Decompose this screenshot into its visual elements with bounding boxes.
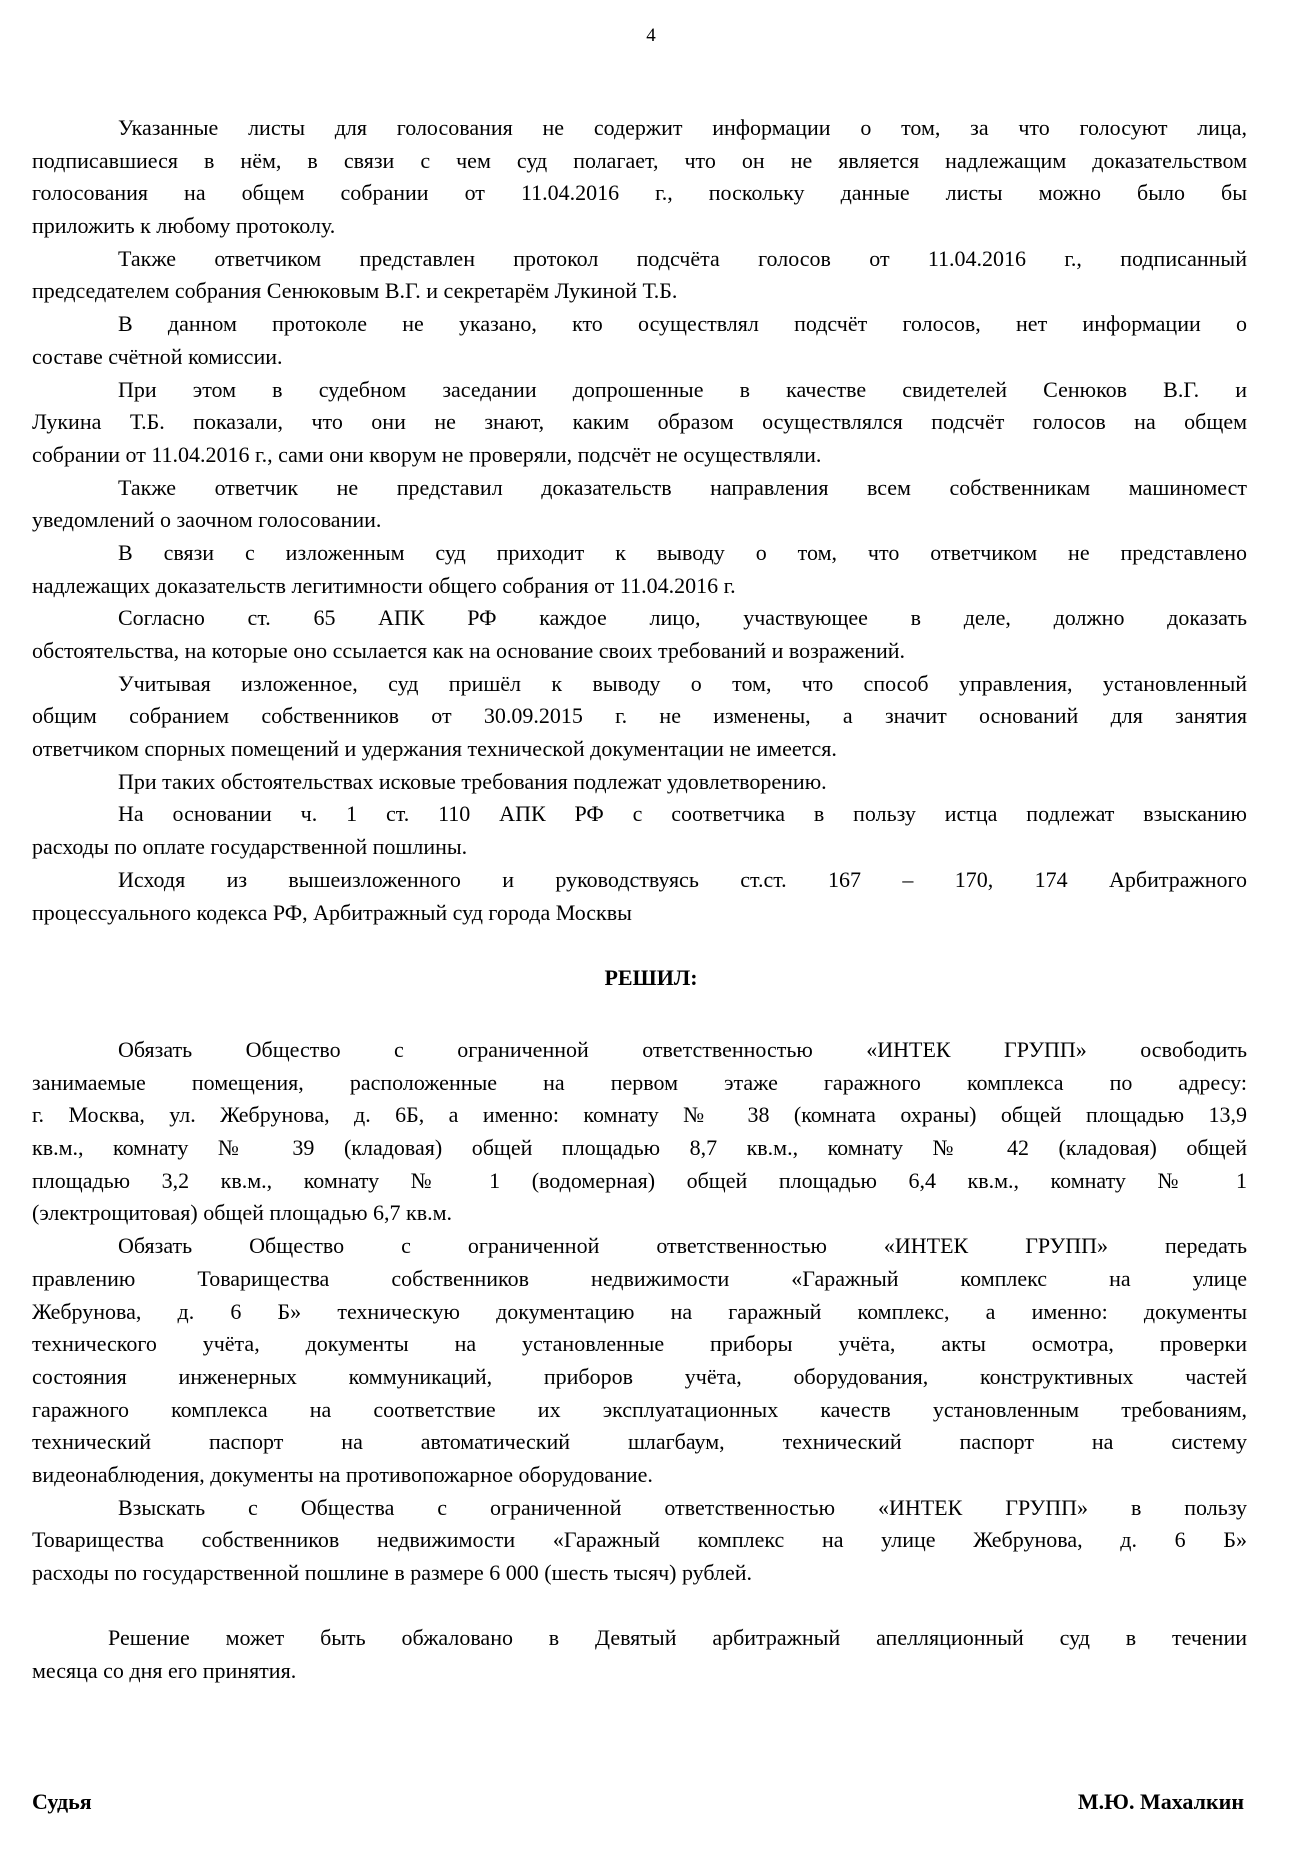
paragraph: [32, 472, 1247, 537]
text-line: В данном протоколе не указано, кто осуществлял подсчёт голосов, нет информации о: [118, 311, 1247, 337]
paragraph: [32, 1622, 1247, 1687]
paragraph: [32, 243, 1247, 308]
text-line: В связи с изложенным суд приходит к выводу о том, что ответчиком не представлено: [118, 539, 1247, 565]
text-line: Товарищества собственников недвижимости «Гаражный комплекс на улице Жебрунова, д. 6 Б»: [32, 1527, 1247, 1553]
text-line: г. Москва, ул. Жебрунова, д. 6Б, а именно: комнату № 38 (комната охраны) общей площадью 13,9: [32, 1102, 1247, 1128]
text-line: Исходя из вышеизложенного и руководствуясь ст.ст. 167 – 170, 174 Арбитражного: [118, 866, 1247, 892]
signature-block: [32, 1786, 1244, 1818]
text-line: Учитывая изложенное, суд пришёл к выводу о том, что способ управления, установленный: [118, 670, 1247, 696]
text-line: кв.м., комнату № 39 (кладовая) общей площадью 8,7 кв.м., комнату № 42 (кладовая) общей: [32, 1135, 1247, 1161]
text-line: занимаемые помещения, расположенные на первом этаже гаражного комплекса по адресу:: [32, 1069, 1247, 1095]
text-line: процессуального кодекса РФ, Арбитражный суд города Москвы: [32, 899, 632, 925]
text-line: технический паспорт на автоматический шлагбаум, технический паспорт на систему: [32, 1429, 1247, 1455]
paragraph: [32, 602, 1247, 667]
text-line: При этом в судебном заседании допрошенные в качестве свидетелей Сенюков В.Г. и: [118, 376, 1247, 402]
text-line: правлению Товарищества собственников недвижимости «Гаражный комплекс на улице: [32, 1265, 1247, 1291]
paragraph: [32, 1034, 1247, 1230]
text-line: Также ответчиком представлен протокол подсчёта голосов от 11.04.2016 г., подписанный: [118, 245, 1247, 271]
text-line: месяца со дня его принятия.: [32, 1657, 297, 1683]
text-line: Указанные листы для голосования не содержит информации о том, за что голосуют лица,: [118, 115, 1247, 140]
text-line: подписавшиеся в нём, в связи с чем суд полагает, что он не является надлежащим доказательством: [32, 147, 1247, 173]
text-line: приложить к любому протоколу.: [32, 213, 336, 239]
text-line: собрании от 11.04.2016 г., сами они кворум не проверяли, подсчёт не осуществляли.: [32, 441, 822, 467]
paragraph: [32, 112, 1247, 243]
text-line: видеонаблюдения, документы на противопожарное оборудование.: [32, 1461, 653, 1487]
paragraph: [32, 864, 1247, 929]
text-line: расходы по оплате государственной пошлины.: [32, 834, 468, 860]
signature-title: Судья: [32, 1789, 92, 1814]
reasoning-section: [32, 112, 1247, 929]
text-line: состояния инженерных коммуникаций, приборов учёта, оборудования, конструктивных частей: [32, 1363, 1247, 1389]
paragraph: [32, 1230, 1247, 1492]
text-line: общим собранием собственников от 30.09.2015 г. не изменены, а значит оснований для занятия: [32, 703, 1247, 729]
text-line: голосования на общем собрании от 11.04.2016 г., поскольку данные листы можно было бы: [32, 180, 1247, 206]
text-line: уведомлений о заочном голосовании.: [32, 507, 382, 533]
text-line: При таких обстоятельствах исковые требования подлежат удовлетворению.: [118, 768, 827, 794]
text-line: обстоятельства, на которые оно ссылается как на основание своих требований и возражений.: [32, 638, 906, 663]
text-line: расходы по государственной пошлине в размере 6 000 (шесть тысяч) рублей.: [32, 1560, 753, 1585]
text-line: гаражного комплекса на соответствие их эксплуатационных качеств установленным требованиям,: [32, 1396, 1247, 1422]
text-line: Обязать Общество с ограниченной ответственностью «ИНТЕК ГРУПП» освободить: [118, 1037, 1247, 1062]
appeal-notice: [32, 1622, 1247, 1687]
text-line: Согласно ст. 65 АПК РФ каждое лицо, участвующее в деле, должно доказать: [118, 605, 1247, 631]
text-line: Лукина Т.Б. показали, что они не знают, каким образом осуществлялся подсчёт голосов на общем: [32, 409, 1247, 435]
paragraph: [32, 537, 1247, 602]
text-line: Взыскать с Общества с ограниченной ответственностью «ИНТЕК ГРУПП» в пользу: [118, 1494, 1247, 1520]
text-line: Жебрунова, д. 6 Б» техническую документацию на гаражный комплекс, а именно: документы: [32, 1298, 1247, 1324]
text-line: председателем собрания Сенюковым В.Г. и секретарём Лукиной Т.Б.: [32, 278, 678, 304]
paragraph: [32, 766, 1247, 799]
paragraph: [32, 798, 1247, 863]
page-number: 4: [646, 25, 656, 46]
text-line: (электрощитовая) общей площадью 6,7 кв.м.: [32, 1200, 453, 1226]
decision-section: [32, 1034, 1247, 1590]
text-line: Обязать Общество с ограниченной ответственностью «ИНТЕК ГРУПП» передать: [118, 1233, 1247, 1259]
paragraph: [32, 668, 1247, 766]
text-line: технического учёта, документы на установленные приборы учёта, акты осмотра, проверки: [32, 1331, 1247, 1357]
paragraph: [32, 308, 1247, 373]
text-line: Решение может быть обжаловано в Девятый арбитражный апелляционный суд в течении: [108, 1625, 1247, 1650]
decision-heading: РЕШИЛ:: [604, 965, 698, 990]
text-line: надлежащих доказательств легитимности общего собрания от 11.04.2016 г.: [32, 572, 736, 598]
text-line: площадью 3,2 кв.м., комнату № 1 (водомерная) общей площадью 6,4 кв.м., комнату № 1: [32, 1167, 1247, 1193]
paragraph: [32, 1492, 1247, 1590]
text-line: ответчиком спорных помещений и удержания технической документации не имеется.: [32, 736, 837, 762]
paragraph: [32, 374, 1247, 472]
judge-name: М.Ю. Махалкин: [1077, 1789, 1244, 1814]
text-line: Также ответчик не представил доказательств направления всем собственникам машиномест: [118, 474, 1247, 500]
text-line: составе счётной комиссии.: [32, 343, 283, 369]
text-line: На основании ч. 1 ст. 110 АПК РФ с соответчика в пользу истца подлежат взысканию: [118, 801, 1247, 827]
